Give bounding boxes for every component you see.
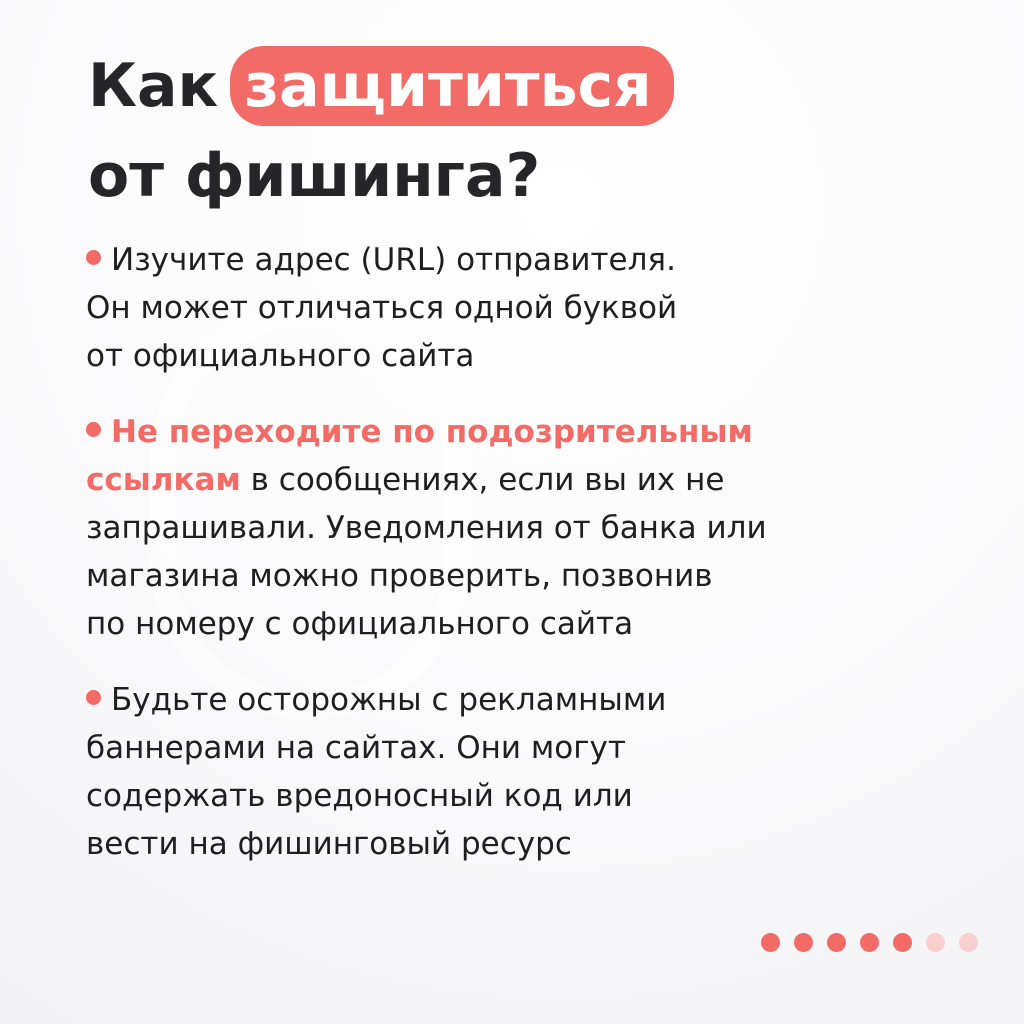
tip-2-line-1 (86, 408, 966, 456)
pagination-dot-7[interactable] (959, 933, 978, 952)
tip-3-line-4: вести на фишинговый ресурс (86, 826, 572, 862)
tip-2-line-2 (86, 456, 966, 504)
pagination-dot-3[interactable] (827, 933, 846, 952)
tips-list (86, 236, 966, 896)
tip-item-3 (86, 676, 966, 868)
tip-2-highlight-2: ссылкам (86, 462, 241, 498)
slide-pagination (761, 933, 978, 952)
pagination-dot-4[interactable] (860, 933, 879, 952)
title-line-1 (88, 44, 674, 134)
tip-3-line-2: баннерами на сайтах. Они могут (86, 730, 626, 766)
pagination-dot-1[interactable] (761, 933, 780, 952)
pagination-dot-2[interactable] (794, 933, 813, 952)
bullet-dot-icon (86, 250, 101, 265)
tip-2-line-5: по номеру с официального сайта (86, 606, 634, 642)
tip-1-line-3: от официального сайта (86, 338, 475, 374)
tip-3-line-3: содержать вредоносный код или (86, 778, 633, 814)
pagination-dot-6[interactable] (926, 933, 945, 952)
page-title (88, 44, 674, 224)
bullet-dot-icon (86, 690, 101, 705)
tip-1-text-1: Изучите адрес (URL) отправителя. (111, 242, 676, 278)
tip-2-text-2: в сообщениях, если вы их не (240, 462, 725, 498)
tip-2-line-4: магазина можно проверить, позвонив (86, 558, 713, 594)
tip-2-line-3: запрашивали. Уведомления от банка или (86, 510, 767, 546)
tip-2-highlight-1: Не переходите по подозрительным (111, 414, 753, 450)
tip-item-2 (86, 408, 966, 648)
tip-3-line-1 (86, 676, 966, 724)
tip-1-line-1 (86, 236, 966, 284)
tip-item-1 (86, 236, 966, 380)
title-highlight-pill: защититься (230, 46, 673, 126)
tip-1-line-2: Он может отличаться одной буквой (86, 290, 678, 326)
title-word-kak: Как (88, 51, 219, 121)
pagination-dot-5[interactable] (893, 933, 912, 952)
tip-3-text-1: Будьте осторожны с рекламными (111, 682, 667, 718)
bullet-dot-icon (86, 422, 101, 437)
title-line-2: от фишинга? (88, 141, 541, 211)
